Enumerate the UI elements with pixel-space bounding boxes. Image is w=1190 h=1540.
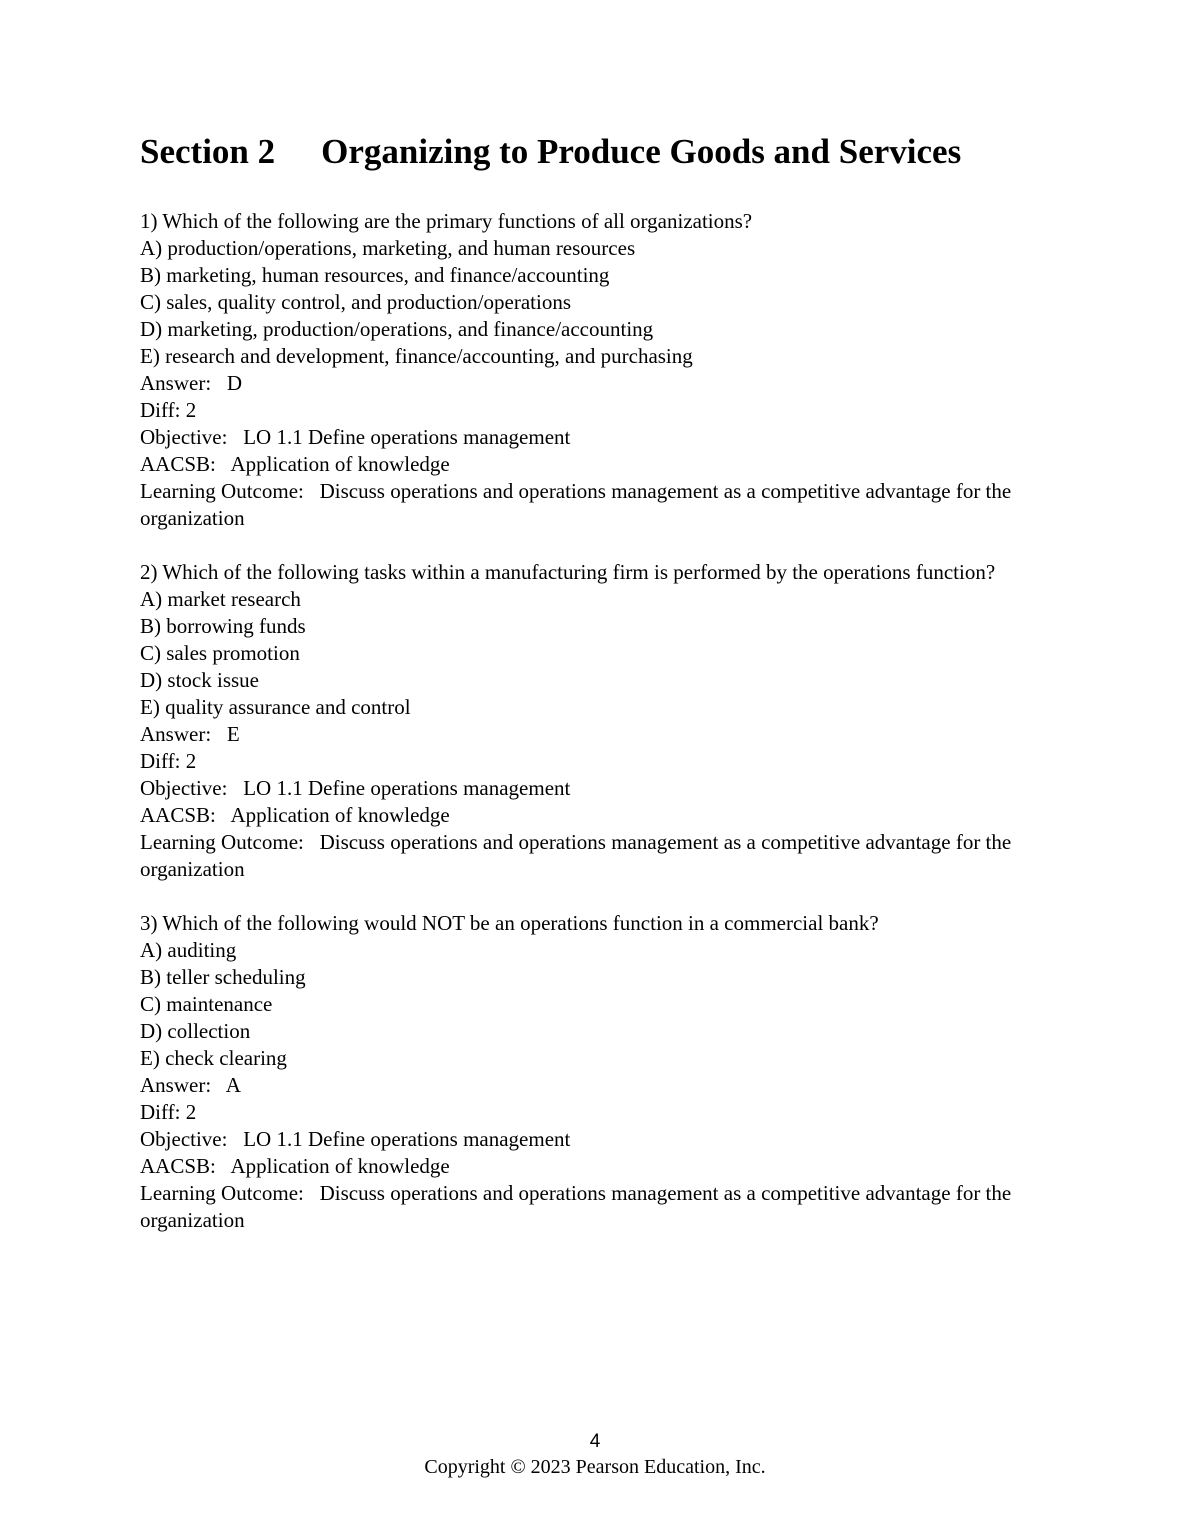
copyright-notice: Copyright © 2023 Pearson Education, Inc.	[424, 1456, 766, 1478]
aacsb-line: AACSB: Application of knowledge	[140, 802, 450, 827]
option-c: C) sales, quality control, and production/operations	[140, 289, 571, 314]
option-a: A) market research	[140, 586, 301, 611]
option-b: B) borrowing funds	[140, 613, 306, 638]
answer-line: Answer: D	[140, 370, 243, 395]
question-prompt: 3) Which of the following would NOT be an operations function in a commercial bank?	[140, 910, 879, 935]
page-number: 4	[589, 1431, 601, 1452]
question-block-3	[140, 910, 1045, 1234]
option-b: B) marketing, human resources, and finance/accounting	[140, 262, 610, 287]
option-a: A) production/operations, marketing, and human resources	[140, 235, 636, 260]
page-footer	[0, 1430, 1190, 1480]
question-block-1	[140, 208, 1045, 532]
learning-outcome-line: Learning Outcome: Discuss operations and operations management as a competitive advantage for the organization	[140, 478, 1017, 530]
diff-line: Diff: 2	[140, 397, 197, 422]
option-c: C) maintenance	[140, 991, 273, 1016]
page-title	[140, 133, 1045, 172]
section-title-text: Organizing to Produce Goods and Services	[321, 132, 962, 171]
option-a: A) auditing	[140, 937, 237, 962]
aacsb-line: AACSB: Application of knowledge	[140, 1153, 450, 1178]
option-d: D) collection	[140, 1018, 251, 1043]
option-d: D) marketing, production/operations, and finance/accounting	[140, 316, 654, 341]
aacsb-line: AACSB: Application of knowledge	[140, 451, 450, 476]
objective-line: Objective: LO 1.1 Define operations management	[140, 775, 571, 800]
option-d: D) stock issue	[140, 667, 259, 692]
diff-line: Diff: 2	[140, 748, 197, 773]
objective-line: Objective: LO 1.1 Define operations management	[140, 1126, 571, 1151]
document-content	[140, 133, 1045, 1261]
learning-outcome-line: Learning Outcome: Discuss operations and operations management as a competitive advantage for the organization	[140, 1180, 1017, 1232]
option-e: E) check clearing	[140, 1045, 287, 1070]
answer-line: Answer: A	[140, 1072, 241, 1097]
option-e: E) quality assurance and control	[140, 694, 411, 719]
question-prompt: 1) Which of the following are the primary functions of all organizations?	[140, 208, 753, 233]
option-b: B) teller scheduling	[140, 964, 306, 989]
diff-line: Diff: 2	[140, 1099, 197, 1124]
option-e: E) research and development, finance/accounting, and purchasing	[140, 343, 693, 368]
learning-outcome-line: Learning Outcome: Discuss operations and operations management as a competitive advantage for the organization	[140, 829, 1017, 881]
answer-line: Answer: E	[140, 721, 240, 746]
question-prompt: 2) Which of the following tasks within a manufacturing firm is performed by the operations function?	[140, 559, 996, 584]
question-block-2	[140, 559, 1045, 883]
option-c: C) sales promotion	[140, 640, 300, 665]
objective-line: Objective: LO 1.1 Define operations management	[140, 424, 571, 449]
section-label: Section 2	[140, 132, 276, 171]
